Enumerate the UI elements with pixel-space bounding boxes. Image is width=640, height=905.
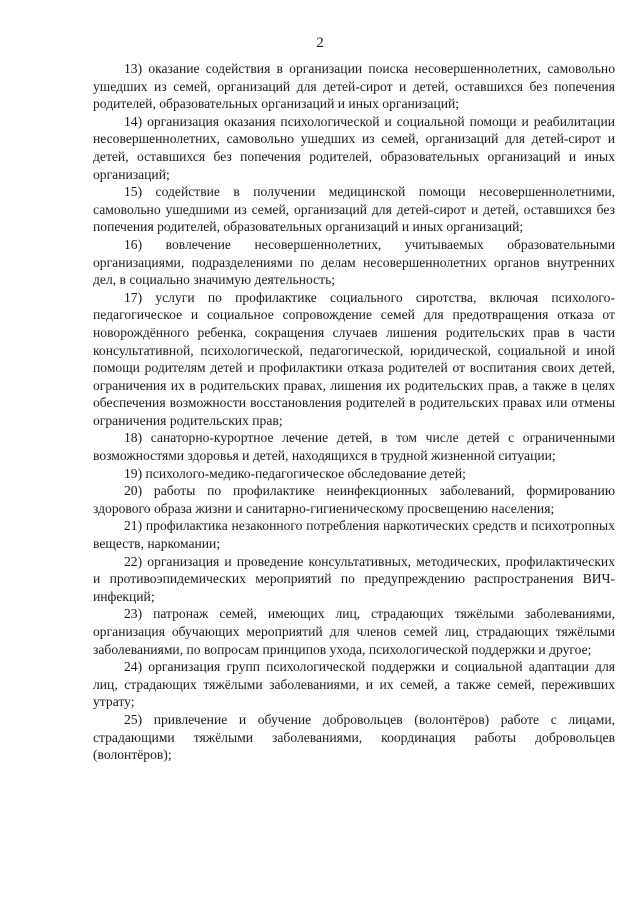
list-item-21: 21) профилактика незаконного потребления наркотических средств и психотропных веществ, наркомании; xyxy=(93,518,615,552)
list-item-19: 19) психолого-медико-педагогическое обследование детей; xyxy=(124,465,466,481)
list-item-25: 25) привлечение и обучение добровольцев (волонтёров) работе с лицами, страдающими тяжёлыми заболеваниями, координация работы добровольцев (волонтёров); xyxy=(93,711,615,763)
list-item-18: 18) санаторно-курортное лечение детей, в том числе детей с ограниченными возможностями здоровья и детей, находящихся в трудной жизненной ситуации; xyxy=(93,430,615,464)
document-body xyxy=(93,60,615,764)
list-item-13: 13) оказание содействия в организации поиска несовершеннолетних, самовольно ушедших из семей, организаций для детей-сирот и детей, оставшихся без попечения родителей, образовательных организаций и иных организаций; xyxy=(93,61,615,112)
list-item-16: 16) вовлечение несовершеннолетних, учитываемых образовательными организациями, подразделениями по делам несовершеннолетних органов внутренних дел, в социально значимую деятельность; xyxy=(93,236,615,288)
list-item-24: 24) организация групп психологической поддержки и социальной адаптации для лиц, страдающих тяжёлыми заболеваниями, и их семей, а также семей, переживших утрату; xyxy=(93,659,615,710)
list-item-15: 15) содействие в получении медицинской помощи несовершеннолетними, самовольно ушедшими из семей, организаций для детей-сирот и детей, оставшихся без попечения родителей, образовательных организаций и иных организаций; xyxy=(93,184,615,235)
list-item-20: 20) работы по профилактике неинфекционных заболеваний, формированию здорового образа жизни и санитарно-гигиеническому просвещению населения; xyxy=(93,483,615,516)
list-item-17: 17) услуги по профилактике социального сиротства, включая психолого-педагогическое и социальное сопровождение семей для предотвращения отказа от новорождённого ребенка, сокращения случаев лишения родительских прав в части консультативной, психологической, педагогической, юридической, социальной и иной помощи родителям детей и профилактики отказа родителей от воспитания своих детей, ограничения их в родительских правах, лишения их родительских прав, а также в целях обеспечения возможности восстановления родителей в родительских правах или отмены ограничения родительских прав; xyxy=(93,289,615,428)
page-number: 2 xyxy=(316,35,324,51)
list-item-23: 23) патронаж семей, имеющих лиц, страдающих тяжёлыми заболеваниями, организация обучающих мероприятий для членов семей лиц, страдающих тяжёлыми заболеваниями, по вопросам принципов ухода, психологической поддержки и другое; xyxy=(93,606,615,657)
list-item-14: 14) организация оказания психологической и социальной помощи и реабилитации несовершеннолетних, самовольно ушедших из семей, организаций для детей-сирот и детей, оставшихся без попечения родителей, образовательных организаций и иных организаций; xyxy=(93,113,615,182)
list-item-22: 22) организация и проведение консультативных, методических, профилактических и противоэпидемических мероприятий по предупреждению распространения ВИЧ-инфекций; xyxy=(93,553,615,604)
